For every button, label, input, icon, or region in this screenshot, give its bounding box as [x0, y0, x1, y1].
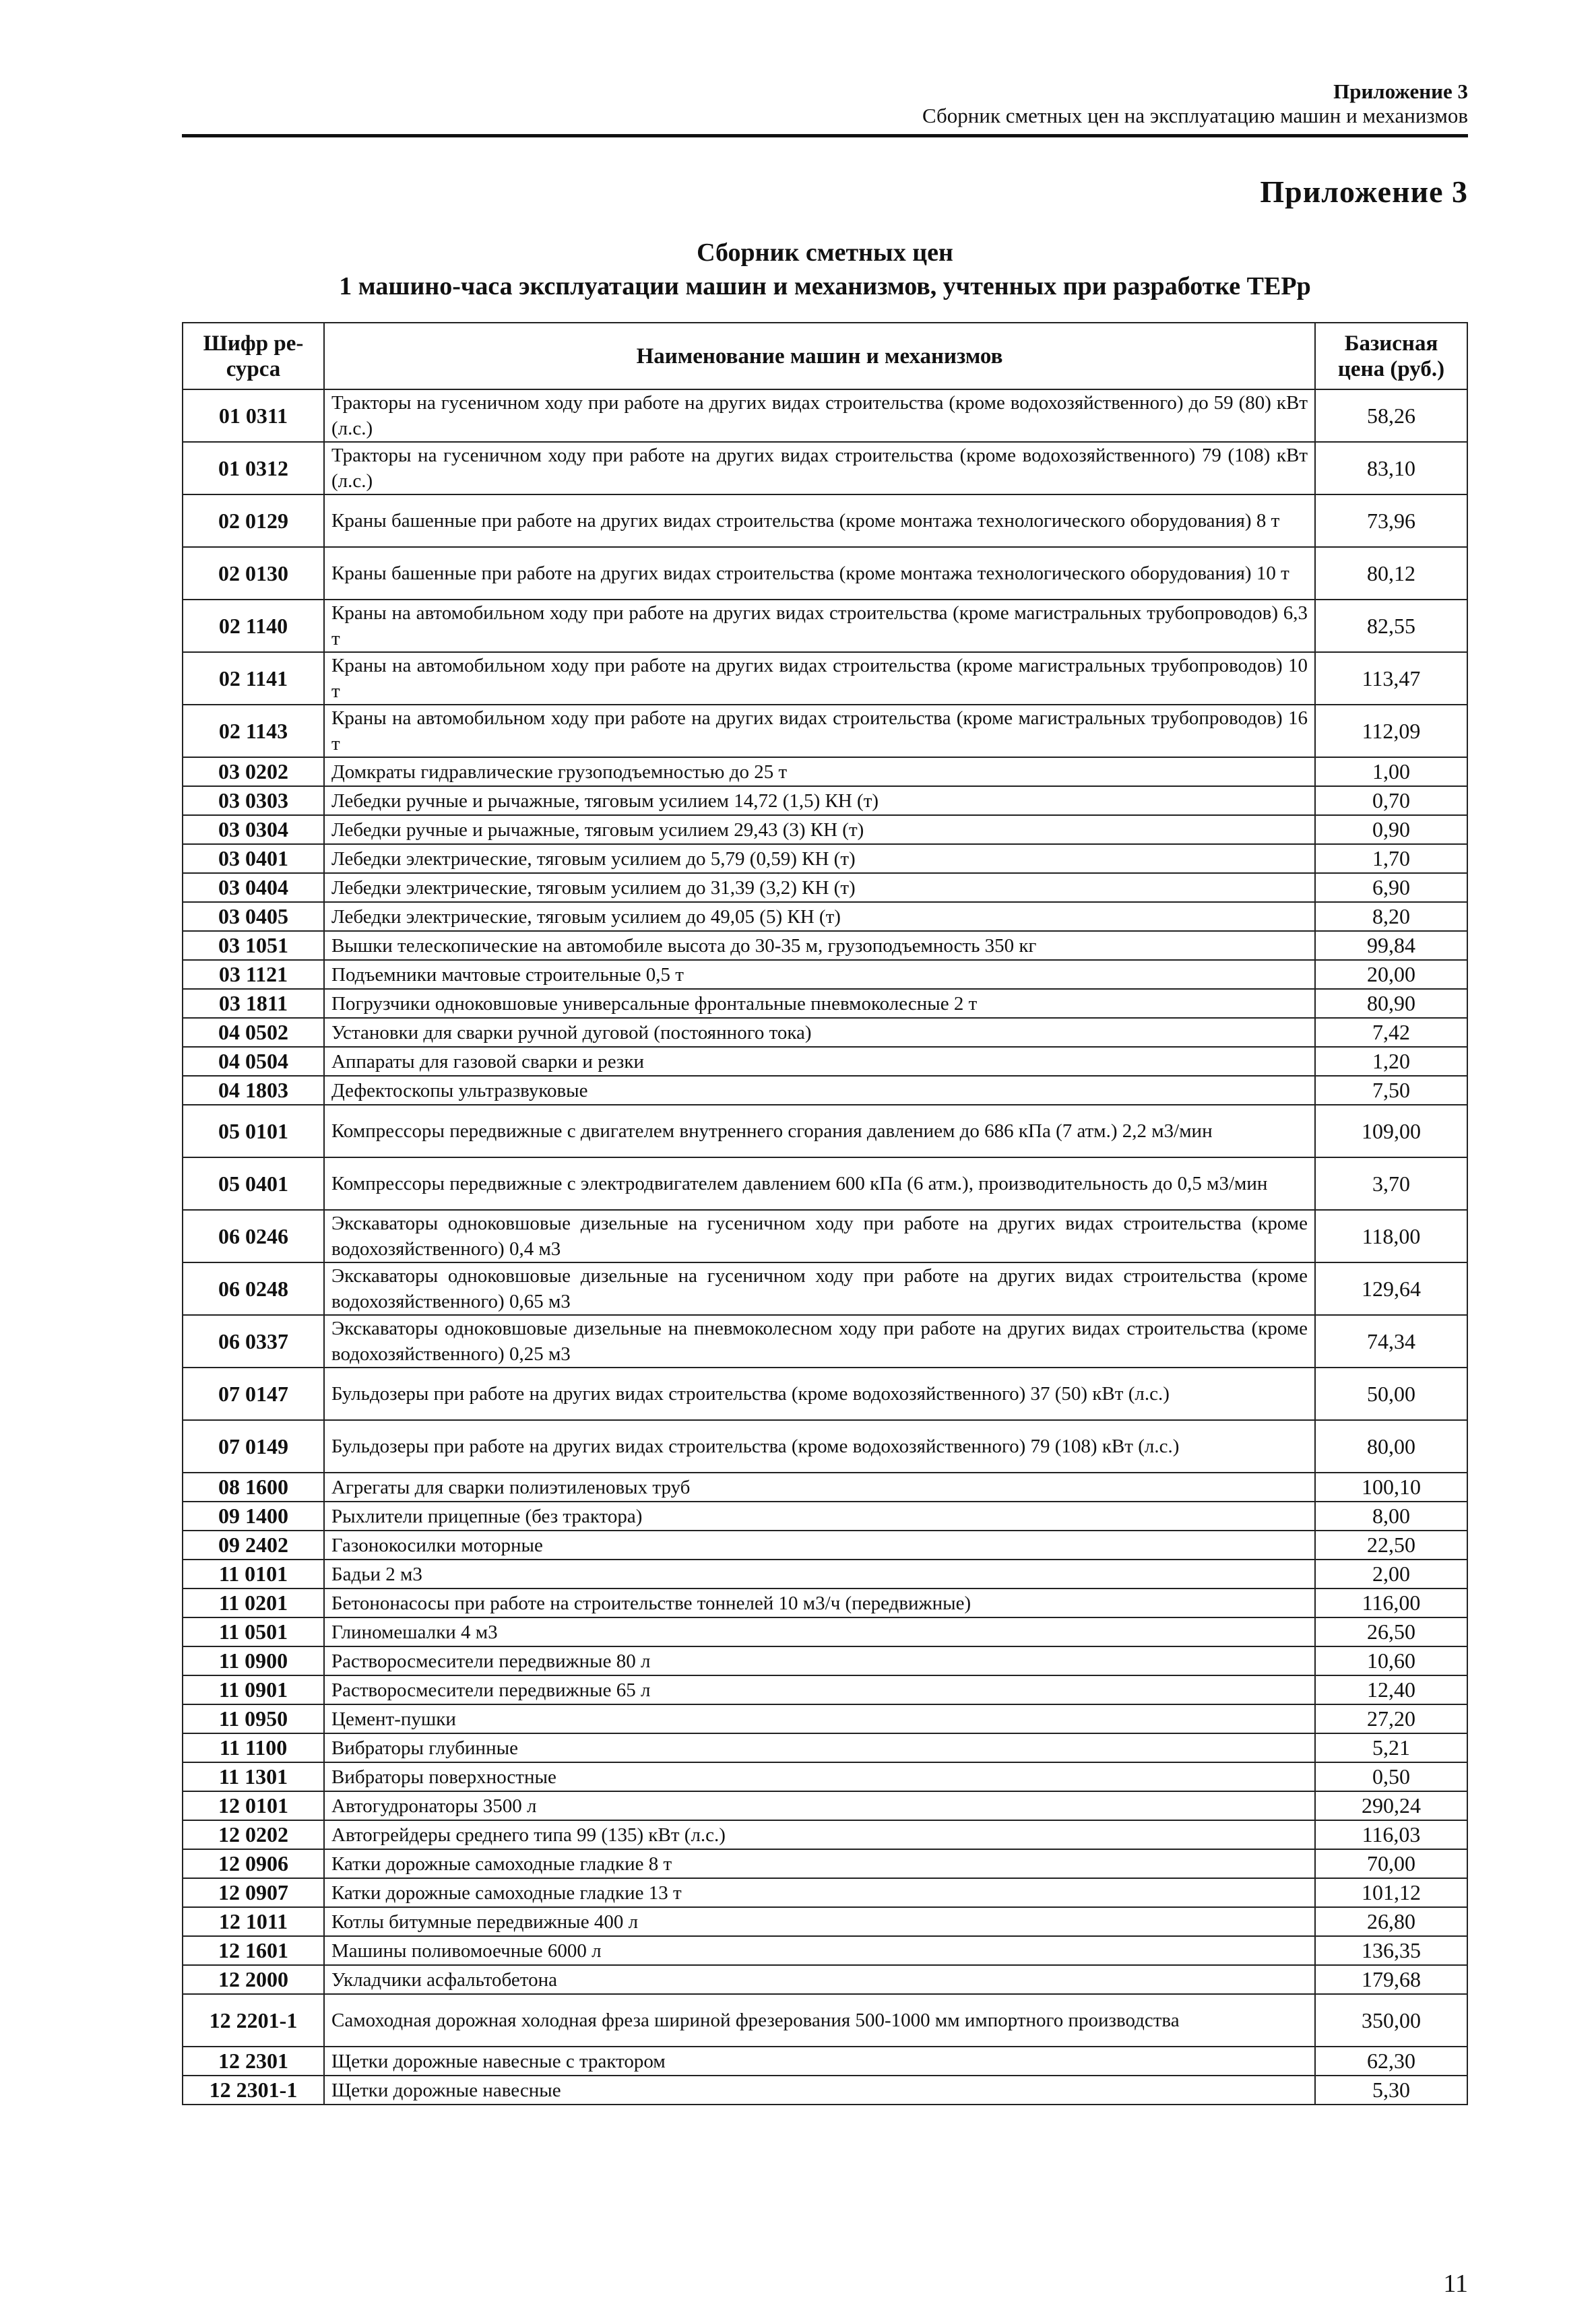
table-row: [183, 2047, 1467, 2076]
base-price-cell: 118,00: [1315, 1210, 1467, 1262]
resource-code-cell: 02 1143: [183, 705, 324, 757]
resource-code-cell: 12 0907: [183, 1878, 324, 1907]
resource-code-cell: 03 1811: [183, 989, 324, 1018]
table-row: [183, 1210, 1467, 1262]
machine-name-cell: Бадьи 2 м3: [324, 1560, 1315, 1589]
machine-name-cell: Бетононасосы при работе на строительстве тоннелей 10 м3/ч (передвижные): [324, 1589, 1315, 1617]
machine-name-cell: Автогрейдеры среднего типа 99 (135) кВт (л.с.): [324, 1820, 1315, 1849]
base-price-cell: 136,35: [1315, 1936, 1467, 1965]
table-row: [183, 1675, 1467, 1704]
base-price-cell: 99,84: [1315, 931, 1467, 960]
table-row: [183, 1820, 1467, 1849]
machine-name-cell: Экскаваторы одноковшовые дизельные на гусеничном ходу при работе на других видах строительства (кроме водохозяйственного) 0,65 м3: [324, 1262, 1315, 1315]
base-price-cell: 50,00: [1315, 1368, 1467, 1420]
table-row: [183, 1907, 1467, 1936]
resource-code-cell: 03 1121: [183, 960, 324, 989]
table-row: [183, 1502, 1467, 1531]
table-row: [183, 1791, 1467, 1820]
base-price-cell: 27,20: [1315, 1704, 1467, 1733]
resource-code-cell: 12 2301-1: [183, 2076, 324, 2105]
resource-code-cell: 03 1051: [183, 931, 324, 960]
machine-name-cell: Домкраты гидравлические грузоподъемностью до 25 т: [324, 757, 1315, 786]
machine-name-cell: Краны на автомобильном ходу при работе на других видах строительства (кроме магистральных трубопроводов) 16 т: [324, 705, 1315, 757]
table-row: [183, 1560, 1467, 1589]
base-price-cell: 3,70: [1315, 1157, 1467, 1210]
machine-name-cell: Щетки дорожные навесные: [324, 2076, 1315, 2105]
machine-name-cell: Газонокосилки моторные: [324, 1531, 1315, 1560]
table-row: [183, 1076, 1467, 1105]
machine-name-cell: Лебедки электрические, тяговым усилием до 5,79 (0,59) КН (т): [324, 844, 1315, 873]
resource-code-cell: 04 0502: [183, 1018, 324, 1047]
resource-code-cell: 09 2402: [183, 1531, 324, 1560]
resource-code-cell: 03 0405: [183, 902, 324, 931]
base-price-cell: 1,20: [1315, 1047, 1467, 1076]
table-row: [183, 1589, 1467, 1617]
base-price-cell: 6,90: [1315, 873, 1467, 902]
machine-name-cell: Щетки дорожные навесные с трактором: [324, 2047, 1315, 2076]
resource-code-cell: 03 0401: [183, 844, 324, 873]
resource-code-cell: 02 1141: [183, 652, 324, 705]
base-price-cell: 179,68: [1315, 1965, 1467, 1994]
table-row: [183, 1531, 1467, 1560]
machine-name-cell: Машины поливомоечные 6000 л: [324, 1936, 1315, 1965]
table-row: [183, 1762, 1467, 1791]
running-header: [922, 79, 1468, 128]
machine-name-cell: Агрегаты для сварки полиэтиленовых труб: [324, 1473, 1315, 1502]
table-row: [183, 1473, 1467, 1502]
table-row: [183, 1965, 1467, 1994]
resource-code-cell: 12 0101: [183, 1791, 324, 1820]
resource-code-cell: 11 0901: [183, 1675, 324, 1704]
base-price-cell: 62,30: [1315, 2047, 1467, 2076]
base-price-cell: 7,42: [1315, 1018, 1467, 1047]
table-row: [183, 989, 1467, 1018]
table-row: [183, 1617, 1467, 1646]
column-header-name: Наименование машин и механизмов: [324, 323, 1315, 389]
base-price-cell: 20,00: [1315, 960, 1467, 989]
machine-name-cell: Бульдозеры при работе на других видах строительства (кроме водохозяйственного) 79 (108) кВт (л.с.): [324, 1420, 1315, 1473]
machine-name-cell: Растворосмесители передвижные 65 л: [324, 1675, 1315, 1704]
machine-name-cell: Компрессоры передвижные с двигателем внутреннего сгорания давлением до 686 кПа (7 атм.) 2,2 м3/мин: [324, 1105, 1315, 1157]
resource-code-cell: 07 0147: [183, 1368, 324, 1420]
machine-name-cell: Глиномешалки 4 м3: [324, 1617, 1315, 1646]
machine-name-cell: Растворосмесители передвижные 80 л: [324, 1646, 1315, 1675]
machine-name-cell: Вибраторы глубинные: [324, 1733, 1315, 1762]
base-price-cell: 129,64: [1315, 1262, 1467, 1315]
table-row: [183, 2076, 1467, 2105]
document-title-line-2: 1 машино-часа эксплуатации машин и механизмов, учтенных при разработке ТЕРр: [339, 272, 1311, 300]
base-price-cell: 82,55: [1315, 600, 1467, 652]
base-price-cell: 101,12: [1315, 1878, 1467, 1907]
table-row: [183, 1368, 1467, 1420]
machine-name-cell: Укладчики асфальтобетона: [324, 1965, 1315, 1994]
column-header-price: Базисная цена (руб.): [1315, 323, 1467, 389]
table-row: [183, 494, 1467, 547]
resource-code-cell: 05 0401: [183, 1157, 324, 1210]
machine-name-cell: Лебедки электрические, тяговым усилием до 49,05 (5) КН (т): [324, 902, 1315, 931]
machine-name-cell: Катки дорожные самоходные гладкие 13 т: [324, 1878, 1315, 1907]
resource-code-cell: 02 0129: [183, 494, 324, 547]
table-row: [183, 1646, 1467, 1675]
base-price-cell: 350,00: [1315, 1994, 1467, 2047]
resource-code-cell: 11 1100: [183, 1733, 324, 1762]
document-title: [182, 236, 1468, 303]
resource-code-cell: 12 1011: [183, 1907, 324, 1936]
machine-name-cell: Экскаваторы одноковшовые дизельные на пневмоколесном ходу при работе на других видах строительства (кроме водохозяйственного) 0,25 м3: [324, 1315, 1315, 1368]
machine-name-cell: Цемент-пушки: [324, 1704, 1315, 1733]
table-row: [183, 1157, 1467, 1210]
machine-name-cell: Тракторы на гусеничном ходу при работе на других видах строительства (кроме водохозяйственного) 79 (108) кВт (л.с.): [324, 442, 1315, 494]
machine-name-cell: Котлы битумные передвижные 400 л: [324, 1907, 1315, 1936]
resource-code-cell: 11 0950: [183, 1704, 324, 1733]
table-row: [183, 1105, 1467, 1157]
machine-name-cell: Лебедки электрические, тяговым усилием до 31,39 (3,2) КН (т): [324, 873, 1315, 902]
resource-code-cell: 02 1140: [183, 600, 324, 652]
resource-code-cell: 05 0101: [183, 1105, 324, 1157]
machine-name-cell: Лебедки ручные и рычажные, тяговым усилием 29,43 (3) КН (т): [324, 815, 1315, 844]
table-row: [183, 1704, 1467, 1733]
machine-name-cell: Компрессоры передвижные с электродвигателем давлением 600 кПа (6 атм.), производительность до 0,5 м3/мин: [324, 1157, 1315, 1210]
table-row: [183, 815, 1467, 844]
resource-code-cell: 04 0504: [183, 1047, 324, 1076]
table-row: [183, 873, 1467, 902]
machine-name-cell: Краны на автомобильном ходу при работе на других видах строительства (кроме магистральных трубопроводов) 10 т: [324, 652, 1315, 705]
resource-code-cell: 11 0900: [183, 1646, 324, 1675]
table-row: [183, 844, 1467, 873]
machine-name-cell: Краны на автомобильном ходу при работе на других видах строительства (кроме магистральных трубопроводов) 6,3 т: [324, 600, 1315, 652]
running-header-subtitle: Сборник сметных цен на эксплуатацию машин и механизмов: [922, 104, 1468, 127]
resource-code-cell: 11 0501: [183, 1617, 324, 1646]
table-row: [183, 1047, 1467, 1076]
table-row: [183, 1315, 1467, 1368]
resource-code-cell: 03 0303: [183, 786, 324, 815]
table-row: [183, 1262, 1467, 1315]
resource-code-cell: 06 0337: [183, 1315, 324, 1368]
base-price-cell: 5,30: [1315, 2076, 1467, 2105]
machine-name-cell: Подъемники мачтовые строительные 0,5 т: [324, 960, 1315, 989]
table-row: [183, 547, 1467, 600]
resource-code-cell: 03 0202: [183, 757, 324, 786]
page-number: 11: [1443, 2270, 1468, 2298]
resource-code-cell: 01 0312: [183, 442, 324, 494]
resource-code-cell: 11 1301: [183, 1762, 324, 1791]
machine-name-cell: Дефектоскопы ультразвуковые: [324, 1076, 1315, 1105]
appendix-label: Приложение 3: [1260, 174, 1468, 209]
machine-name-cell: Лебедки ручные и рычажные, тяговым усилием 14,72 (1,5) КН (т): [324, 786, 1315, 815]
resource-code-cell: 02 0130: [183, 547, 324, 600]
base-price-cell: 26,80: [1315, 1907, 1467, 1936]
resource-code-cell: 11 0101: [183, 1560, 324, 1589]
table-row: [183, 652, 1467, 705]
resource-code-cell: 12 2201-1: [183, 1994, 324, 2047]
resource-code-cell: 04 1803: [183, 1076, 324, 1105]
base-price-cell: 116,00: [1315, 1589, 1467, 1617]
base-price-cell: 73,96: [1315, 494, 1467, 547]
base-price-cell: 7,50: [1315, 1076, 1467, 1105]
resource-code-cell: 12 2000: [183, 1965, 324, 1994]
base-price-cell: 1,00: [1315, 757, 1467, 786]
base-price-cell: 109,00: [1315, 1105, 1467, 1157]
base-price-cell: 22,50: [1315, 1531, 1467, 1560]
table-row: [183, 442, 1467, 494]
document-title-line-1: Сборник сметных цен: [697, 238, 953, 267]
table-row: [183, 902, 1467, 931]
table-row: [183, 600, 1467, 652]
machine-name-cell: Краны башенные при работе на других видах строительства (кроме монтажа технологического оборудования) 10 т: [324, 547, 1315, 600]
machine-name-cell: Аппараты для газовой сварки и резки: [324, 1047, 1315, 1076]
table-header-row: [183, 323, 1467, 389]
base-price-cell: 0,70: [1315, 786, 1467, 815]
table-row: [183, 1878, 1467, 1907]
table-row: [183, 389, 1467, 442]
table-row: [183, 1733, 1467, 1762]
running-header-title: Приложение 3: [1333, 79, 1468, 103]
base-price-cell: 12,40: [1315, 1675, 1467, 1704]
table-row: [183, 705, 1467, 757]
table-row: [183, 1849, 1467, 1878]
machine-name-cell: Погрузчики одноковшовые универсальные фронтальные пневмоколесные 2 т: [324, 989, 1315, 1018]
resource-code-cell: 08 1600: [183, 1473, 324, 1502]
machine-name-cell: Рыхлители прицепные (без трактора): [324, 1502, 1315, 1531]
machine-name-cell: Вибраторы поверхностные: [324, 1762, 1315, 1791]
machine-name-cell: Тракторы на гусеничном ходу при работе на других видах строительства (кроме водохозяйственного) до 59 (80) кВт (л.с.): [324, 389, 1315, 442]
resource-code-cell: 07 0149: [183, 1420, 324, 1473]
price-table: [182, 322, 1468, 2105]
resource-code-cell: 06 0246: [183, 1210, 324, 1262]
table-row: [183, 786, 1467, 815]
base-price-cell: 113,47: [1315, 652, 1467, 705]
resource-code-cell: 12 0906: [183, 1849, 324, 1878]
table-row: [183, 1420, 1467, 1473]
base-price-cell: 112,09: [1315, 705, 1467, 757]
resource-code-cell: 03 0404: [183, 873, 324, 902]
resource-code-cell: 12 1601: [183, 1936, 324, 1965]
base-price-cell: 26,50: [1315, 1617, 1467, 1646]
base-price-cell: 58,26: [1315, 389, 1467, 442]
table-body: [183, 389, 1467, 2105]
resource-code-cell: 01 0311: [183, 389, 324, 442]
table-row: [183, 1994, 1467, 2047]
base-price-cell: 116,03: [1315, 1820, 1467, 1849]
machine-name-cell: Краны башенные при работе на других видах строительства (кроме монтажа технологического оборудования) 8 т: [324, 494, 1315, 547]
table-row: [183, 757, 1467, 786]
machine-name-cell: Бульдозеры при работе на других видах строительства (кроме водохозяйственного) 37 (50) кВт (л.с.): [324, 1368, 1315, 1420]
machine-name-cell: Вышки телескопические на автомобиле высота до 30-35 м, грузоподъемность 350 кг: [324, 931, 1315, 960]
base-price-cell: 83,10: [1315, 442, 1467, 494]
base-price-cell: 80,12: [1315, 547, 1467, 600]
resource-code-cell: 06 0248: [183, 1262, 324, 1315]
resource-code-cell: 03 0304: [183, 815, 324, 844]
base-price-cell: 5,21: [1315, 1733, 1467, 1762]
base-price-cell: 2,00: [1315, 1560, 1467, 1589]
table-row: [183, 931, 1467, 960]
machine-name-cell: Установки для сварки ручной дуговой (постоянного тока): [324, 1018, 1315, 1047]
base-price-cell: 8,20: [1315, 902, 1467, 931]
machine-name-cell: Автогудронаторы 3500 л: [324, 1791, 1315, 1820]
resource-code-cell: 11 0201: [183, 1589, 324, 1617]
base-price-cell: 1,70: [1315, 844, 1467, 873]
base-price-cell: 10,60: [1315, 1646, 1467, 1675]
header-divider: [182, 134, 1468, 137]
table-row: [183, 960, 1467, 989]
resource-code-cell: 12 2301: [183, 2047, 324, 2076]
base-price-cell: 0,90: [1315, 815, 1467, 844]
machine-name-cell: Экскаваторы одноковшовые дизельные на гусеничном ходу при работе на других видах строительства (кроме водохозяйственного) 0,4 м3: [324, 1210, 1315, 1262]
base-price-cell: 70,00: [1315, 1849, 1467, 1878]
base-price-cell: 100,10: [1315, 1473, 1467, 1502]
table-row: [183, 1936, 1467, 1965]
machine-name-cell: Самоходная дорожная холодная фреза шириной фрезерования 500-1000 мм импортного производства: [324, 1994, 1315, 2047]
table-row: [183, 1018, 1467, 1047]
base-price-cell: 290,24: [1315, 1791, 1467, 1820]
base-price-cell: 8,00: [1315, 1502, 1467, 1531]
resource-code-cell: 12 0202: [183, 1820, 324, 1849]
column-header-code: Шифр ре-сурса: [183, 323, 324, 389]
base-price-cell: 0,50: [1315, 1762, 1467, 1791]
base-price-cell: 80,90: [1315, 989, 1467, 1018]
machine-name-cell: Катки дорожные самоходные гладкие 8 т: [324, 1849, 1315, 1878]
base-price-cell: 80,00: [1315, 1420, 1467, 1473]
base-price-cell: 74,34: [1315, 1315, 1467, 1368]
resource-code-cell: 09 1400: [183, 1502, 324, 1531]
